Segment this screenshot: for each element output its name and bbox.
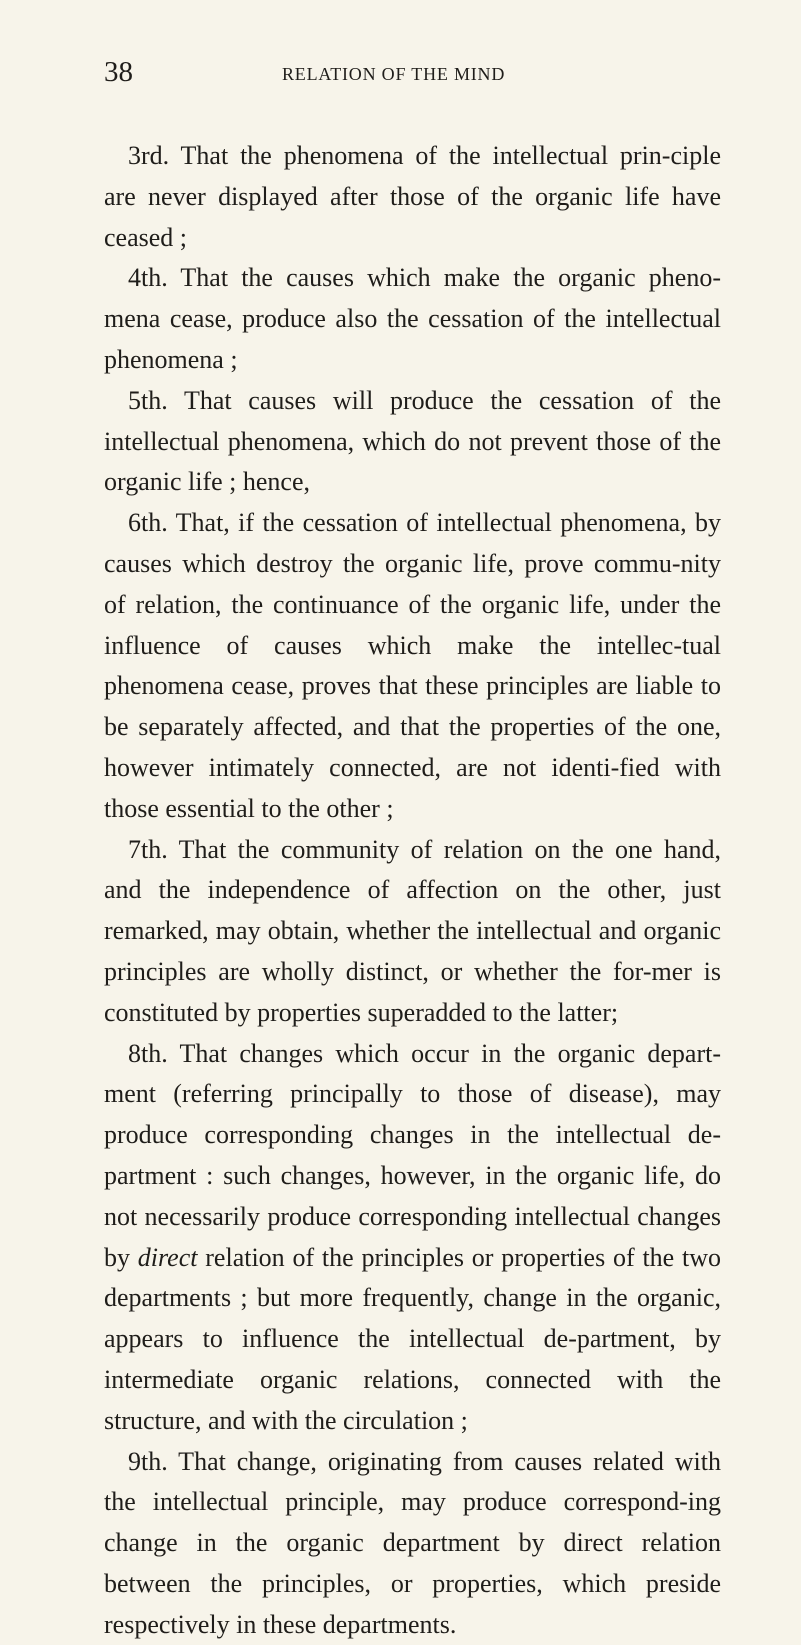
paragraph-4th: 4th. That the causes which make the organic pheno-mena cease, produce also the cessation of the intellectual phenomena ; [104, 258, 721, 380]
paragraph-8th-part-1: 8th. That changes which occur in the organic depart-ment (referring principally to those of disease), may produce corresponding changes in the intellectual de-partment : such changes, however, in the organic life, do not necessarily produce corresponding intellectual changes by [104, 1039, 721, 1272]
page-number: 38 [104, 56, 133, 89]
running-title: RELATION OF THE MIND [282, 64, 505, 85]
paragraph-8th-part-2: relation of the principles or properties of the two departments ; but more frequently, change in the organic, appears to influence the intellectual de-partment, by intermediate organic relations, connected with the structure, and with the circulation ; [104, 1243, 721, 1435]
paragraph-8th [104, 1034, 721, 1442]
paragraph-6th: 6th. That, if the cessation of intellectual phenomena, by causes which destroy the organic life, prove commu-nity of relation, the continuance of the organic life, under the influence of causes which make the intellec-tual phenomena cease, proves that these principles are liable to be separately affected, and that the properties of the one, however intimately connected, are not identi-fied with those essential to the other ; [104, 503, 721, 829]
paragraph-5th: 5th. That causes will produce the cessation of the intellectual phenomena, which do not prevent those of the organic life ; hence, [104, 381, 721, 503]
body-text [104, 136, 721, 1645]
paragraph-7th: 7th. That the community of relation on the one hand, and the independence of affection on the other, just remarked, may obtain, whether the intellectual and organic principles are wholly distinct, or whether the for-mer is constituted by properties superadded to the latter; [104, 830, 721, 1034]
paragraph-3rd: 3rd. That the phenomena of the intellectual prin-ciple are never displayed after those of the organic life have ceased ; [104, 136, 721, 258]
paragraph-9th: 9th. That change, originating from causes related with the intellectual principle, may produce correspond-ing change in the organic department by direct relation between the principles, or properties, which preside respectively in these departments. [104, 1442, 721, 1645]
page-header [104, 56, 721, 96]
emphasis-direct: direct [138, 1243, 198, 1272]
